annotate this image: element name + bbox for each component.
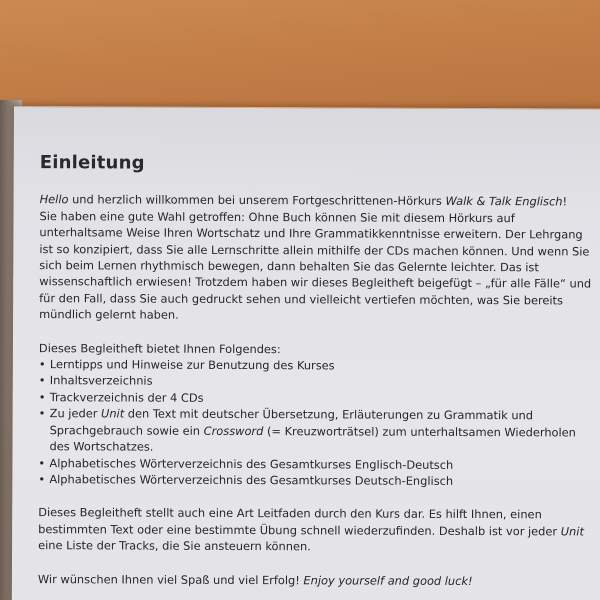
list-item <box>38 471 598 490</box>
list-item <box>38 405 598 457</box>
bullet: • <box>38 472 46 487</box>
contents-list <box>38 356 599 490</box>
table-surface <box>0 0 600 120</box>
intro-paragraph <box>39 192 600 326</box>
list-item-text: Alphabetisches Wörterverzeichnis des Gesamtkurses Englisch-Deutsch <box>49 455 454 472</box>
contents-lead: Dieses Begleitheft bietet Ihnen Folgendes: <box>38 340 281 356</box>
bullet: • <box>38 373 46 388</box>
guide-unit-term: Unit <box>560 524 584 539</box>
bullet: • <box>38 406 46 421</box>
contents-section <box>38 340 599 490</box>
list-item-text: Trackverzeichnis der 4 CDs <box>49 390 204 405</box>
closing-english: Enjoy yourself and good luck! <box>303 572 473 588</box>
list-item-text-a: Zu jeder <box>49 406 102 421</box>
course-name: Walk & Talk Englisch <box>445 194 563 209</box>
list-item-text-b: den Text mit deutscher Übersetzung, Erläuterungen zu Grammatik und Sprachgebrauch sowie ein <box>49 406 534 438</box>
list-item-text: Inhaltsverzeichnis <box>49 373 153 389</box>
guide-paragraph <box>38 504 598 556</box>
closing-german: Wir wünschen Ihnen viel Spaß und viel Erfolg! <box>37 571 304 587</box>
bullet: • <box>38 389 46 405</box>
page-content <box>37 152 600 600</box>
closing-text <box>38 571 598 590</box>
unit-term: Unit <box>100 406 125 421</box>
intro-exclamation: ! <box>562 194 568 209</box>
bullet: • <box>38 357 46 372</box>
book-page <box>12 106 600 600</box>
list-item-text: Lerntipps und Hinweise zur Benutzung des Kurses <box>49 357 335 373</box>
page-title: Einleitung <box>39 152 145 174</box>
intro-body: Sie haben eine gute Wahl getroffen: Ohne Buch können Sie mit diesem Hörkurs auf unterhaltsame Weise Ihren Wortschatz und Ihre Grammatikkenntnisse erweitern. Der Lehrgang ist so konzipiert, dass Sie alle Lernschritte allein mithilfe der CDs machen können. Und wenn Sie sich beim Lernen rhythmisch bewegen, dann behalten Sie das Gelernte leichter. Das ist wissenschaftlich erwiesen! Trotzdem haben wir dieses Begleitheft beigefügt – „für alle Fälle“ und für den Fall, dass Sie auch gedruckt sehen und vielleicht vertiefen möchten, was Sie bereits mündlich gelernt haben. <box>39 208 592 322</box>
closing-paragraph <box>38 571 598 590</box>
list-item-text: Alphabetisches Wörterverzeichnis des Gesamtkurses Deutsch-Englisch <box>49 472 454 488</box>
intro-welcome-text: und herzlich willkommen bei unserem Fortgeschrittenen-Hörkurs <box>68 192 446 209</box>
guide-text-a: Dieses Begleitheft stellt auch eine Art Leitfaden durch den Kurs dar. Es hilft Ihnen, einen bestimmten Text oder eine bestimmte Übung schnell wiederzufinden. Deshalb ist vor jeder <box>38 505 561 539</box>
bullet: • <box>38 455 46 470</box>
crossword-term: Crossword <box>203 423 264 438</box>
guide-text <box>38 504 598 556</box>
list-item-text-c: (= Kreuzworträtsel) zum unterhaltsamen Wiederholen des Wortschatzes. <box>49 423 576 454</box>
guide-text-c: eine Liste der Tracks, die Sie ansteuern können. <box>38 538 311 554</box>
intro-hello: Hello <box>39 192 69 207</box>
